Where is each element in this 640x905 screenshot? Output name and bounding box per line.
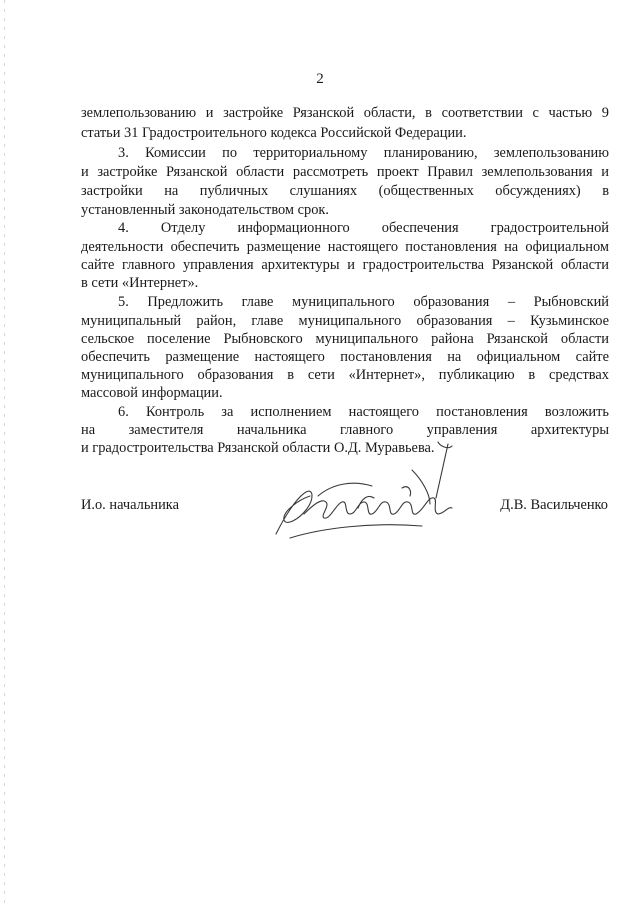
signatory-position: И.о. начальника (81, 497, 179, 513)
item-5-first-line: 5. Предложить главе муниципального образования – Рыбновский (118, 294, 609, 310)
body-line: муниципальный район, главе муниципального образования – Кузьминское (81, 313, 609, 329)
item-6-first-line: 6. Контроль за исполнением настоящего постановления возложить (118, 404, 609, 420)
body-line: статьи 31 Градостроительного кодекса Российской Федерации. (81, 125, 467, 141)
handwritten-signature (262, 440, 462, 550)
item-3-first-line: 3. Комиссии по территориальному планированию, землепользованию (118, 145, 609, 161)
signatory-name: Д.В. Васильченко (500, 497, 608, 513)
body-line: землепользованию и застройке Рязанской области, в соответствии с частью 9 (81, 105, 609, 121)
body-line: и градостроительства Рязанской области О.Д. Муравьева. (81, 440, 435, 456)
body-line: на заместителя начальника главного управления архитектуры (81, 422, 609, 438)
body-line: массовой информации. (81, 385, 223, 401)
body-line: в сети «Интернет». (81, 275, 199, 291)
scan-edge-artifact (4, 0, 5, 905)
body-line: сайте главного управления архитектуры и градостроительства Рязанской области (81, 257, 609, 273)
body-line: деятельности обеспечить размещение настоящего постановления на официальном (81, 239, 609, 255)
body-line: сельское поселение Рыбновского муниципального района Рязанской области (81, 331, 609, 347)
body-line: установленный законодательством срок. (81, 202, 330, 218)
body-line: застройки на публичных слушаниях (общественных обсуждениях) в (81, 183, 609, 199)
page-number: 2 (316, 71, 324, 87)
body-line: муниципального образования в сети «Интернет», публикацию в средствах (81, 367, 609, 383)
body-line: и застройке Рязанской области рассмотреть проект Правил землепользования и (81, 164, 609, 180)
body-line: обеспечить размещение настоящего постановления на официальном сайте (81, 349, 609, 365)
item-4-first-line: 4. Отделу информационного обеспечения градостроительной (118, 220, 609, 236)
